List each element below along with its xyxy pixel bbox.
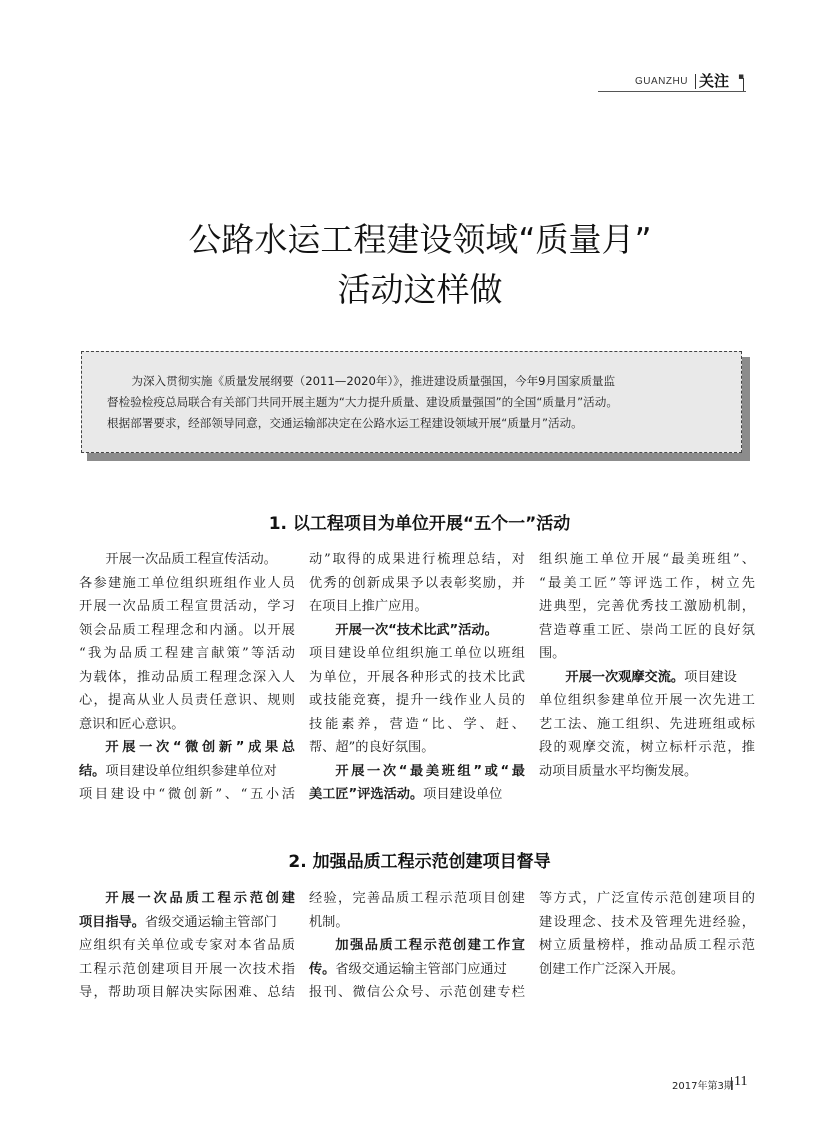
footer-divider (731, 1077, 732, 1090)
header-ornament: ▪ (738, 72, 745, 82)
body-line: 心，提高从业人员责任意识、规则 (79, 693, 295, 708)
page-number: 11 (734, 1074, 748, 1089)
section-label-cn: 关注 (699, 72, 730, 90)
body-line: 艺工法、施工组织、先进班组或标 (539, 716, 755, 732)
body-line: 围。 (539, 646, 566, 661)
body-line: 各参建施工单位组织班组作业人员 (79, 575, 295, 591)
body-line (309, 934, 525, 958)
body-line (309, 958, 525, 982)
body-text: 省级交通运输主管部门 (144, 914, 277, 930)
body-line (309, 619, 525, 643)
running-header (598, 70, 768, 94)
page-footer (672, 1074, 772, 1092)
subhead: 传。 (309, 961, 336, 977)
subhead: 美工匠”评选活动。 (309, 787, 424, 802)
subhead: 项目指导。 (79, 914, 145, 930)
body-line: 动项目质量水平均衡发展。 (539, 763, 698, 779)
section-2-column-1 (79, 887, 295, 1005)
body-line: 意识和匠心意识。 (79, 716, 185, 732)
body-line: 营造尊重工匠、崇尚工匠的良好氛 (539, 622, 755, 638)
body-line: 项目建设中“微创新”、“五小活 (79, 787, 295, 802)
body-line: 领会品质工程理念和内涵。以开展 (79, 622, 295, 638)
body-line: 段的观摩交流，树立标杆示范，推 (539, 740, 755, 755)
body-line: 机制。 (309, 914, 349, 930)
intro-line-3: 根据部署要求，经部领导同意，交通运输部决定在公路水运工程建设领域开展“质量月”活动。 (107, 416, 583, 430)
article-title-line-1: 公路水运工程建设领域“质量月” (188, 220, 652, 259)
body-text: 项目建设 (684, 669, 737, 685)
body-line: 工程示范创建项目开展一次技术指 (79, 961, 295, 977)
body-line (539, 666, 755, 690)
body-line (79, 760, 295, 784)
body-text: 省级交通运输主管部门应通过 (335, 961, 507, 977)
body-line: 导，帮助项目解决实际困难、总结 (79, 985, 295, 1000)
subhead: 开展一次“技术比武”活动。 (335, 622, 498, 638)
body-line: “最美工匠”等评选工作，树立先 (539, 575, 755, 591)
subhead: 开展一次“微创新”成果总 (105, 740, 295, 755)
section-1-column-3 (539, 548, 755, 783)
body-line: 开展一次品质工程宣贯活动，学习 (79, 599, 295, 614)
body-text: 项目建设单位组织参建单位对 (105, 763, 277, 779)
body-line: 树立质量榜样，推动品质工程示范 (539, 938, 755, 953)
body-line: 项目建设单位组织施工单位以班组 (309, 646, 525, 661)
body-line (309, 760, 525, 784)
body-line (309, 783, 525, 807)
body-line: 经验，完善品质工程示范项目创建 (309, 891, 525, 906)
intro-line-1: 为深入贯彻实施《质量发展纲要（2011—2020年）》，推进建设质量强国，今年9月国家质量监 (131, 374, 616, 388)
body-line: 技能素养，营造“比、学、赶、 (309, 716, 525, 732)
body-line: 等方式，广泛宣传示范创建项目的 (539, 891, 755, 906)
section-1-column-2 (309, 548, 525, 807)
body-line (79, 887, 295, 911)
body-line: 报刊、微信公众号、示范创建专栏 (309, 985, 525, 1000)
body-text: 项目建设单位 (423, 787, 503, 802)
body-line: 帮、超”的良好氛围。 (309, 740, 435, 755)
subhead: 开展一次品质工程示范创建 (105, 891, 295, 906)
body-line: 进典型，完善优秀技工激励机制， (539, 599, 755, 614)
section-2-heading: 2. 加强品质工程示范创建项目督导 (288, 852, 551, 872)
section-2-column-2 (309, 887, 525, 1005)
subhead: 开展一次“最美班组”或“最 (335, 763, 525, 779)
body-line: 创建工作广泛深入开展。 (539, 961, 685, 977)
header-end-rule (743, 78, 744, 91)
body-line: 开展一次品质工程宣传活动。 (105, 552, 277, 567)
body-line (79, 911, 295, 935)
body-line: 建设理念、技术及管理先进经验， (539, 914, 755, 930)
subhead: 结。 (79, 763, 106, 779)
section-2-column-3 (539, 887, 755, 981)
body-line: 动”取得的成果进行梳理总结，对 (309, 552, 525, 567)
header-divider (695, 74, 696, 89)
intro-line-2: 督检验检疫总局联合有关部门共同开展主题为“大力提升质量、建设质量强国”的全国“质量月”活动。 (107, 395, 618, 409)
section-1-heading: 1. 以工程项目为单位开展“五个一”活动 (268, 514, 571, 534)
subhead: 加强品质工程示范创建工作宣 (335, 938, 525, 953)
article-title-line-2: 活动这样做 (337, 270, 503, 309)
body-line: 或技能竞赛，提升一线作业人员的 (309, 693, 525, 708)
body-line: 应组织有关单位或专家对本省品质 (79, 938, 295, 953)
body-line: “我为品质工程建言献策”等活动 (79, 646, 295, 661)
body-line: 单位组织参建单位开展一次先进工 (539, 693, 755, 708)
body-line (79, 736, 295, 760)
body-line: 优秀的创新成果予以表彰奖励，并 (309, 575, 525, 591)
article-title (60, 215, 780, 315)
subhead: 开展一次观摩交流。 (565, 669, 685, 685)
intro-box (81, 351, 742, 453)
section-1-column-1 (79, 548, 295, 807)
body-line: 为载体，推动品质工程理念深入人 (79, 669, 295, 685)
issue-label: 2017年第3期 (672, 1081, 734, 1092)
body-line: 在项目上推广应用。 (309, 599, 428, 614)
body-line: 组织施工单位开展“最美班组”、 (539, 552, 755, 567)
body-line: 为单位，开展各种形式的技术比武 (309, 669, 525, 685)
section-label-en: GUANZHU (635, 76, 688, 87)
header-rule (598, 91, 746, 92)
